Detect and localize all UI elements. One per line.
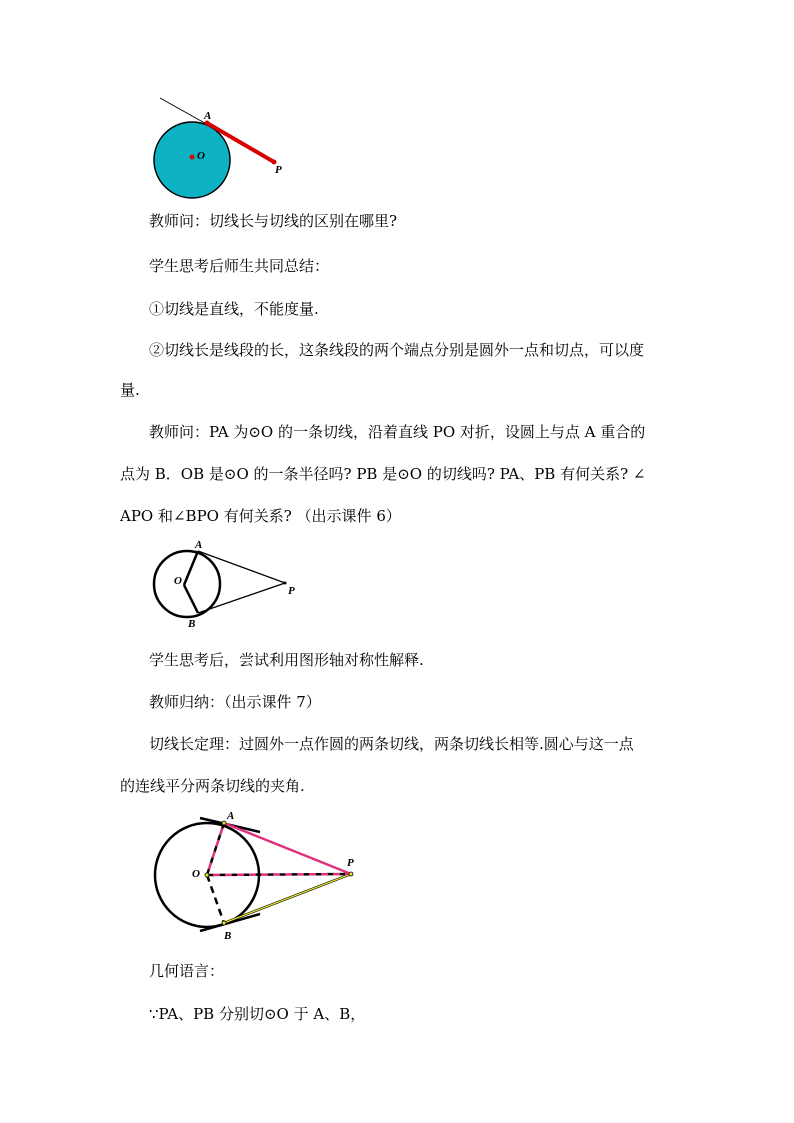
label-o: O [174, 575, 182, 587]
tangent-pb [198, 583, 285, 613]
radius-ob [207, 875, 224, 923]
paragraph-given-statement: ∵PA、PB 分别切⊙O 于 A、B， [149, 1005, 366, 1023]
point-o [205, 873, 209, 877]
label-b: B [188, 618, 196, 630]
label-p: P [275, 164, 282, 176]
tangent-pa [198, 551, 285, 583]
label-a: A [227, 810, 235, 822]
point-p [349, 872, 353, 876]
paragraph-point-1: ①切线是直线，不能度量. [149, 300, 319, 318]
circle-o [154, 122, 230, 198]
paragraph-student-reflection: 学生思考后，尝试利用图形轴对称性解释. [149, 651, 424, 669]
segment-pa [224, 823, 351, 874]
segment-pb-highlight [224, 874, 351, 923]
point-o [190, 155, 195, 160]
label-p: P [347, 857, 354, 869]
label-b: B [224, 930, 232, 942]
label-a: A [204, 110, 212, 122]
tangent-line-b [200, 914, 260, 931]
figure-tangent-segment [140, 92, 310, 204]
circle-o [154, 551, 220, 617]
point-b [222, 921, 226, 925]
paragraph-teacher-summary: 教师归纳：（出示课件 7） [149, 693, 321, 711]
point-p [284, 582, 287, 585]
paragraph-theorem-line-2: 的连线平分两条切线的夹角. [120, 777, 305, 795]
label-o: O [192, 868, 200, 880]
paragraph-teacher-question-2-line-2: 点为 B．OB 是⊙O 的一条半径吗? PB 是⊙O 的切线吗? PA、PB 有何关系? ∠ [120, 465, 646, 483]
point-a [222, 821, 226, 825]
paragraph-teacher-question-2-line-3: APO 和∠BPO 有何关系? （出示课件 6） [120, 507, 401, 525]
paragraph-teacher-question-1: 教师问：切线长与切线的区别在哪里? [149, 212, 398, 230]
figure-two-tangents [150, 538, 310, 634]
tangent-line [160, 98, 210, 126]
paragraph-summary-intro: 学生思考后师生共同总结： [149, 257, 330, 275]
paragraph-teacher-question-2-line-1: 教师问：PA 为⊙O 的一条切线，沿着直线 PO 对折，设圆上与点 A 重合的 [149, 423, 646, 441]
paragraph-theorem-line-1: 切线长定理：过圆外一点作圆的两条切线，两条切线长相等.圆心与这一点 [149, 735, 634, 753]
label-a: A [195, 539, 203, 551]
radius-oa [184, 551, 198, 585]
figure-tangent-length-theorem [148, 806, 368, 946]
label-o: O [197, 150, 205, 162]
paragraph-point-2-line-2: 量. [120, 381, 140, 399]
label-p: P [288, 585, 295, 597]
paragraph-point-2-line-1: ②切线长是线段的长，这条线段的两个端点分别是圆外一点和切点，可以度 [149, 341, 645, 359]
radius-ob [184, 585, 198, 613]
paragraph-geometry-language: 几何语言： [149, 962, 225, 980]
